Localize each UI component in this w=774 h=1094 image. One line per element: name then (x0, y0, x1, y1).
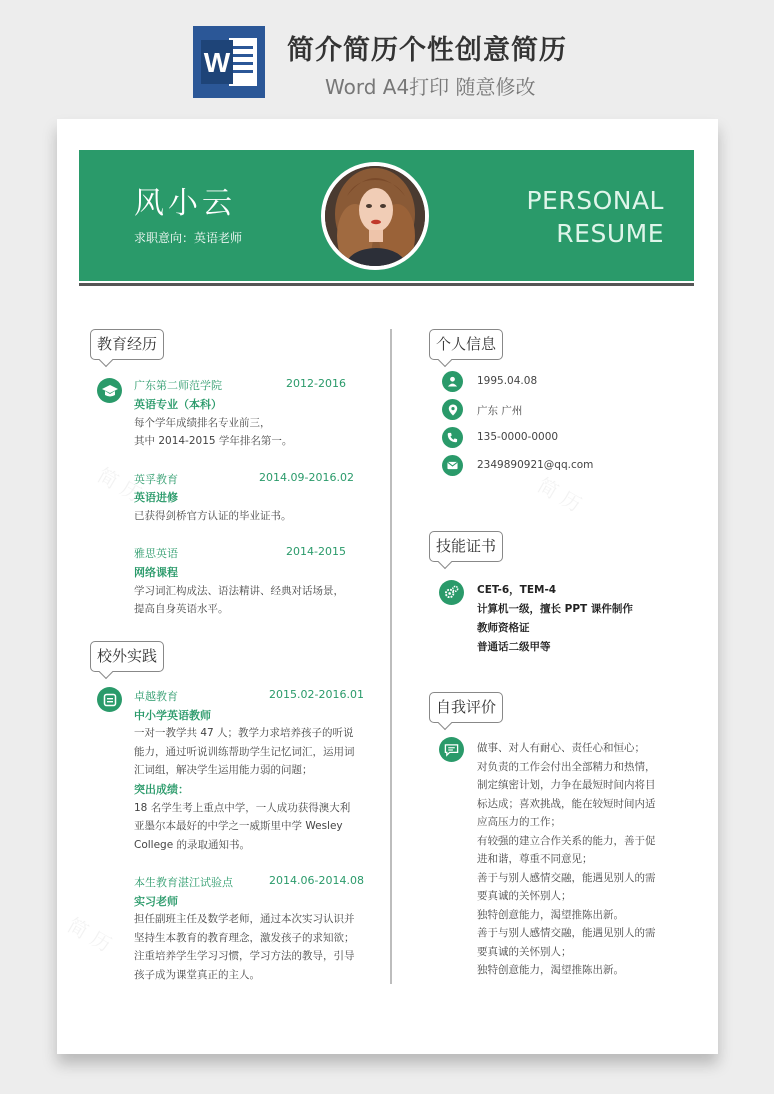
practice-desc-line: 能力，通过听说训练帮助学生记忆词汇，运用词 (134, 746, 355, 758)
practice-desc-line: 注重培养学生学习习惯，学习方法的教导，引导 (134, 950, 355, 962)
edu-date: 2014.09-2016.02 (259, 471, 354, 484)
person-icon (442, 371, 463, 392)
skill-item: 普通话二级甲等 (477, 641, 551, 653)
evaluation-line: 要真诚的关怀别人； (477, 890, 572, 902)
evaluation-title: 自我评价 (429, 692, 503, 723)
word-icon-letter: W (203, 47, 231, 78)
watermark: 简 历 (93, 462, 146, 507)
avatar (321, 162, 429, 270)
edu-date: 2014-2015 (286, 545, 346, 558)
personal-resume-label (526, 184, 664, 250)
edu-desc-line: 提高自身英语水平。 (134, 603, 229, 615)
practice-date: 2015.02-2016.01 (269, 688, 364, 701)
edu-desc-line: 每个学年成绩排名专业前三， (134, 417, 271, 429)
practice-desc-line: 孩子成为课堂真正的主人。 (134, 969, 260, 981)
skill-item: CET-6，TEM-4 (477, 584, 557, 596)
mail-icon (442, 455, 463, 476)
evaluation-line: 独特创意能力，渴望推陈出新。 (477, 964, 624, 976)
edu-school: 雅思英语 (134, 547, 178, 560)
graduation-cap-icon (97, 378, 122, 403)
practice-highlight: 突出成绩： (134, 783, 189, 796)
edu-major: 网络课程 (134, 566, 178, 579)
practice-desc-line: 一对一教学共 47 人；教学力求培养孩子的听说 (134, 727, 354, 739)
evaluation-line: 有较强的建立合作关系的能力，善于促 (477, 835, 656, 847)
gears-icon (439, 580, 464, 605)
resume-header (79, 150, 694, 281)
calendar-icon (97, 687, 122, 712)
job-intent: 求职意向：英语老师 (134, 231, 243, 245)
doc-subtitle: Word A4打印 随意修改 (325, 75, 536, 99)
practice-title: 校外实践 (90, 641, 164, 672)
doc-title: 简介简历个性创意简历 (287, 35, 567, 66)
info-phone: 135-0000-0000 (477, 431, 559, 443)
practice-desc-line: 汇词组，解决学生运用能力弱的问题； (134, 764, 313, 776)
location-icon (442, 399, 463, 420)
watermark: 简 历 (533, 472, 586, 517)
practice-date: 2014.06-2014.08 (269, 874, 364, 887)
practice-desc-line: 18 名学生考上重点中学，一人成功获得澳大利 (134, 802, 351, 814)
practice-role: 中小学英语教师 (134, 709, 211, 722)
edu-date: 2012-2016 (286, 377, 346, 390)
evaluation-line: 善于与别人感情交融，能遇见别人的需 (477, 872, 656, 884)
practice-desc-line: 担任副班主任及数学老师，通过本次实习认识并 (134, 913, 355, 925)
skill-item: 计算机一级，擅长 PPT 课件制作 (477, 603, 633, 615)
info-location: 广东 广州 (477, 405, 523, 417)
practice-org: 本生教育湛江试验点 (134, 876, 233, 889)
evaluation-line: 独特创意能力，渴望推陈出新。 (477, 909, 624, 921)
practice-role: 实习老师 (134, 895, 178, 908)
personal-text: PERSONAL (526, 186, 664, 215)
practice-org: 卓越教育 (134, 690, 178, 703)
skills-title: 技能证书 (429, 531, 503, 562)
edu-school: 广东第二师范学院 (134, 379, 222, 392)
practice-desc-line: 坚持生本教育的教育理念，激发孩子的求知欲； (134, 932, 355, 944)
evaluation-line: 进和谐，尊重不同意见； (477, 853, 593, 865)
education-title: 教育经历 (90, 329, 164, 360)
evaluation-line: 标达成；喜欢挑战，能在较短时间内适 (477, 798, 656, 810)
edu-desc-line: 已获得剑桥官方认证的毕业证书。 (134, 510, 292, 522)
resume-page (57, 119, 718, 1054)
phone-icon (442, 427, 463, 448)
practice-desc-line: College 的录取通知书。 (134, 839, 251, 851)
evaluation-line: 制定缜密计划，力争在最短时间内将目 (477, 779, 656, 791)
info-email: 2349890921@qq.com (477, 459, 594, 471)
top-banner (0, 0, 774, 108)
skill-item: 教师资格证 (477, 622, 530, 634)
evaluation-line: 要真诚的关怀别人； (477, 946, 572, 958)
column-divider (390, 329, 392, 984)
info-title: 个人信息 (429, 329, 503, 360)
resume-text: RESUME (556, 219, 664, 248)
watermark: 简 历 (63, 912, 116, 957)
header-rule (79, 283, 694, 286)
evaluation-line: 对负责的工作会付出全部精力和热情， (477, 761, 656, 773)
evaluation-line: 应高压力的工作； (477, 816, 561, 828)
candidate-name: 风小云 (134, 186, 236, 221)
chat-icon (439, 737, 464, 762)
edu-school: 英孚教育 (134, 473, 178, 486)
word-icon (193, 26, 265, 98)
info-birth: 1995.04.08 (477, 375, 538, 387)
edu-desc-line: 其中 2014-2015 学年排名第一。 (134, 435, 293, 447)
edu-major: 英语专业（本科） (134, 398, 222, 411)
edu-major: 英语进修 (134, 491, 178, 504)
edu-desc-line: 学习词汇构成法、语法精讲、经典对话场景， (134, 585, 344, 597)
evaluation-line: 做事、对人有耐心、责任心和恒心； (477, 742, 645, 754)
evaluation-line: 善于与别人感情交融，能遇见别人的需 (477, 927, 656, 939)
practice-desc-line: 亚墨尔本最好的中学之一威斯里中学 Wesley (134, 820, 343, 832)
